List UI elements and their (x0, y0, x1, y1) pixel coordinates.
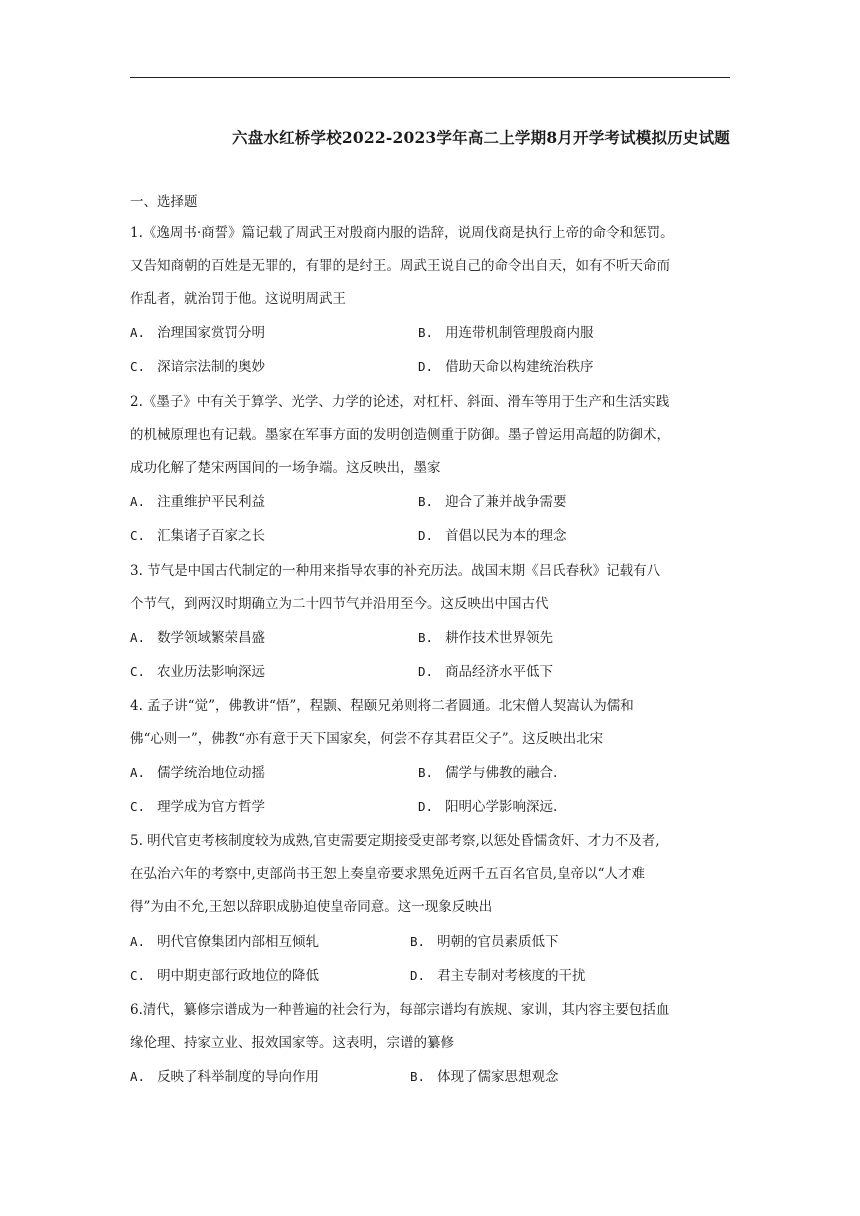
q2-option-c (130, 527, 265, 545)
q3-option-b (418, 629, 553, 647)
q2-stem-line-1: 2.《墨子》中有关于算学、光学、力学的论述，对杠杆、斜面、滑车等用于生产和生活实践 (130, 394, 670, 410)
option-letter: A. (130, 630, 146, 645)
option-text: 汇集诸子百家之长 (157, 528, 266, 544)
option-text: 反映了科举制度的导向作用 (157, 1069, 320, 1085)
option-text: 儒学与佛教的融合. (445, 765, 558, 781)
option-letter: B. (410, 934, 426, 949)
q4-option-d (418, 798, 557, 816)
q1-stem-line-3: 作乱者，就治罚于他。这说明周武王 (130, 291, 346, 307)
q6-option-a (130, 1068, 319, 1086)
q5-stem-line-2: 在弘治六年的考察中,吏部尚书王恕上奏皇帝要求黑免近两千五百名官员,皇帝以“人才难 (130, 866, 645, 882)
q2-option-a (130, 493, 265, 511)
option-text: 借助天命以构建统治秩序 (445, 359, 594, 375)
q4-option-c (130, 798, 265, 816)
q5-stem-line-3: 得”为由不允,王恕以辞职成胁迫使皇帝同意。这一现象反映出 (130, 899, 493, 915)
option-letter: A. (130, 765, 146, 780)
option-text: 农业历法影响深远 (157, 664, 266, 680)
option-letter: C. (130, 968, 146, 983)
option-text: 首倡以民为本的理念 (445, 528, 567, 544)
option-letter: A. (130, 1069, 146, 1084)
option-text: 商品经济水平低下 (445, 664, 554, 680)
option-text: 儒学统治地位动摇 (157, 765, 266, 781)
option-text: 数学领域繁荣昌盛 (157, 630, 266, 646)
option-letter: A. (130, 325, 146, 340)
option-text: 明中期吏部行政地位的降低 (157, 968, 320, 984)
option-letter: D. (418, 799, 434, 814)
q4-option-a (130, 764, 265, 782)
q6-stem-line-2: 缘伦理、持家立业、报效国家等。这表明，宗谱的纂修 (130, 1035, 454, 1051)
option-letter: B. (418, 325, 434, 340)
option-letter: D. (418, 359, 434, 374)
option-letter: C. (130, 528, 146, 543)
q1-stem-line-1: 1.《逸周书·商誓》篇记载了周武王对殷商内服的诰辞，说周伐商是执行上帝的命令和惩罚。 (130, 225, 674, 241)
option-text: 注重维护平民利益 (157, 494, 266, 510)
q1-option-c (130, 358, 265, 376)
option-letter: D. (418, 664, 434, 679)
q2-stem-line-3: 成功化解了楚宋两国间的一场争端。这反映出，墨家 (130, 460, 441, 476)
q3-option-a (130, 629, 265, 647)
q4-stem-line-1: 4. 孟子讲“觉”，佛教讲“悟”，程颢、程颐兄弟则将二者圆通。北宋僧人契嵩认为儒和 (130, 698, 634, 714)
option-letter: C. (130, 359, 146, 374)
option-text: 明代官僚集团内部相互倾轧 (157, 934, 320, 950)
q5-option-b (410, 933, 559, 951)
q3-option-d (418, 663, 553, 681)
option-text: 理学成为官方哲学 (157, 799, 266, 815)
page-title: 六盘水红桥学校2022-2023学年高二上学期8月开学考试模拟历史试题 (232, 128, 730, 147)
option-letter: C. (130, 799, 146, 814)
q1-stem-line-2: 又告知商朝的百姓是无罪的，有罪的是纣王。周武王说自己的命令出自天，如有不听天命而 (130, 258, 670, 274)
q6-stem-line-1: 6.清代，纂修宗谱成为一种普遍的社会行为，每部宗谱均有族规、家训，其内容主要包括血 (130, 1002, 670, 1018)
option-text: 明朝的官员素质低下 (437, 934, 559, 950)
option-letter: B. (418, 630, 434, 645)
q3-stem-line-1: 3. 节气是中国古代制定的一种用来指导农事的补充历法。战国末期《吕氏春秋》记载有八 (130, 563, 661, 579)
option-letter: D. (410, 968, 426, 983)
q5-stem-line-1: 5. 明代官吏考核制度较为成熟,官吏需要定期接受吏部考察,以惩处昏懦贪奸、才力不及者, (130, 833, 660, 849)
q4-option-b (418, 764, 557, 782)
option-letter: B. (418, 765, 434, 780)
option-text: 体现了儒家思想观念 (437, 1069, 559, 1085)
option-text: 用连带机制管理殷商内服 (445, 325, 594, 341)
option-text: 耕作技术世界领先 (445, 630, 554, 646)
option-letter: D. (418, 528, 434, 543)
q4-stem-line-2: 佛“心则一”，佛教“亦有意于天下国家矣，何尝不存其君臣父子”。这反映出北宋 (130, 731, 604, 747)
q5-option-c (130, 967, 319, 985)
q1-option-a (130, 324, 265, 342)
option-text: 治理国家赏罚分明 (157, 325, 266, 341)
option-letter: B. (410, 1069, 426, 1084)
q2-option-b (418, 493, 567, 511)
option-letter: A. (130, 934, 146, 949)
option-text: 君主专制对考核度的干扰 (437, 968, 586, 984)
section-heading: 一、选择题 (130, 194, 198, 210)
q5-option-a (130, 933, 319, 951)
option-letter: B. (418, 494, 434, 509)
q1-option-d (418, 358, 594, 376)
option-letter: C. (130, 664, 146, 679)
option-letter: A. (130, 494, 146, 509)
q3-option-c (130, 663, 265, 681)
q1-option-b (418, 324, 594, 342)
header-rule (130, 77, 730, 78)
option-text: 阳明心学影响深远. (445, 799, 558, 815)
option-text: 深谙宗法制的奥妙 (157, 359, 266, 375)
q6-option-b (410, 1068, 559, 1086)
option-text: 迎合了兼并战争需要 (445, 494, 567, 510)
q2-option-d (418, 527, 567, 545)
q3-stem-line-2: 个节气，到两汉时期确立为二十四节气并沿用至今。这反映出中国古代 (130, 596, 549, 612)
q5-option-d (410, 967, 586, 985)
q2-stem-line-2: 的机械原理也有记载。墨家在军事方面的发明创造侧重于防御。墨子曾运用高超的防御术， (130, 427, 670, 443)
